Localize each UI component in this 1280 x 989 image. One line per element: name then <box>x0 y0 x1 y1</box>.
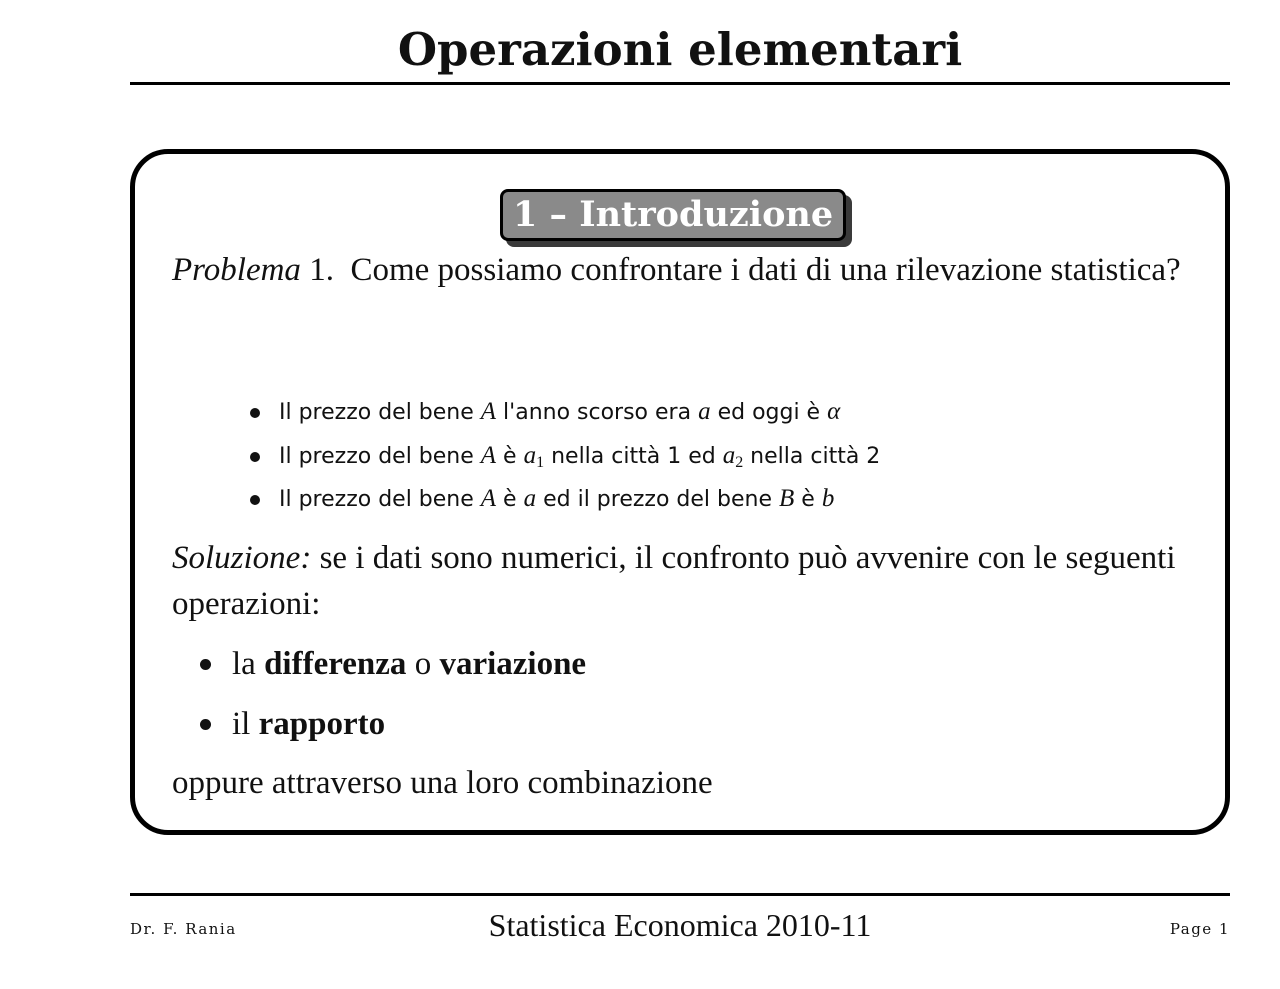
math-symbol: a <box>698 398 711 425</box>
example-text: è <box>794 487 822 512</box>
section-tag-wrapper <box>500 189 846 241</box>
operation-keyword: rapporto <box>258 706 386 742</box>
problem-text: Come possiamo confrontare i dati di una rilevazione statistica? <box>350 252 1181 288</box>
operation-item <box>198 638 586 698</box>
example-item <box>248 479 880 523</box>
operation-text: il <box>232 706 259 742</box>
example-item <box>248 392 880 436</box>
math-symbol: B <box>779 485 795 512</box>
operation-keyword: differenza <box>264 646 407 682</box>
solution-label: Soluzione: <box>172 540 312 576</box>
operations-list <box>198 638 586 758</box>
footer-course: Statistica Economica 2010-11 <box>488 907 872 943</box>
solution-text: se i dati sono numerici, il confronto può avvenire con le seguenti operazioni: <box>172 540 1176 622</box>
math-symbol: A <box>480 485 497 512</box>
math-symbol: A <box>480 398 497 425</box>
slide-title: Operazioni elementari <box>397 23 963 76</box>
example-text: nella città 1 ed <box>544 443 723 469</box>
footer-page-number: Page 1 <box>1169 920 1230 938</box>
problem-number: 1. <box>309 252 334 288</box>
example-text: è <box>496 443 524 469</box>
problem-label: Problema <box>172 252 301 288</box>
closing-text: oppure attraverso una loro combinazione <box>172 765 713 801</box>
math-subscript: 2 <box>735 453 744 471</box>
math-symbol: A <box>480 441 497 469</box>
footer-rule <box>130 893 1230 896</box>
example-text: Il prezzo del bene <box>279 443 481 469</box>
math-base: a <box>523 441 537 469</box>
math-symbol: α <box>827 398 841 425</box>
footer-author: Dr. F. Rania <box>130 920 237 938</box>
example-list <box>248 392 880 523</box>
math-symbol <box>723 442 744 469</box>
math-base: a <box>722 441 736 469</box>
example-text: Il prezzo del bene <box>279 400 481 425</box>
example-text: ed oggi è <box>710 400 828 425</box>
solution-paragraph <box>172 535 1182 627</box>
operation-text: o <box>406 646 440 682</box>
math-symbol: a <box>523 485 537 512</box>
example-text: Il prezzo del bene <box>279 487 481 512</box>
operation-item <box>198 698 586 758</box>
example-text: l'anno scorso era <box>496 400 699 425</box>
header-rule <box>130 82 1230 85</box>
math-symbol <box>524 442 545 469</box>
math-symbol: b <box>821 485 835 512</box>
example-text: nella città 2 <box>743 443 881 469</box>
operation-text: la <box>232 646 265 682</box>
section-heading: 1 – Introduzione <box>500 189 846 241</box>
problem-statement <box>172 247 1182 293</box>
example-item <box>248 436 880 480</box>
example-text: ed il prezzo del bene <box>536 487 779 512</box>
operation-keyword: variazione <box>439 646 587 682</box>
example-text: è <box>496 487 524 512</box>
math-subscript: 1 <box>536 453 545 471</box>
